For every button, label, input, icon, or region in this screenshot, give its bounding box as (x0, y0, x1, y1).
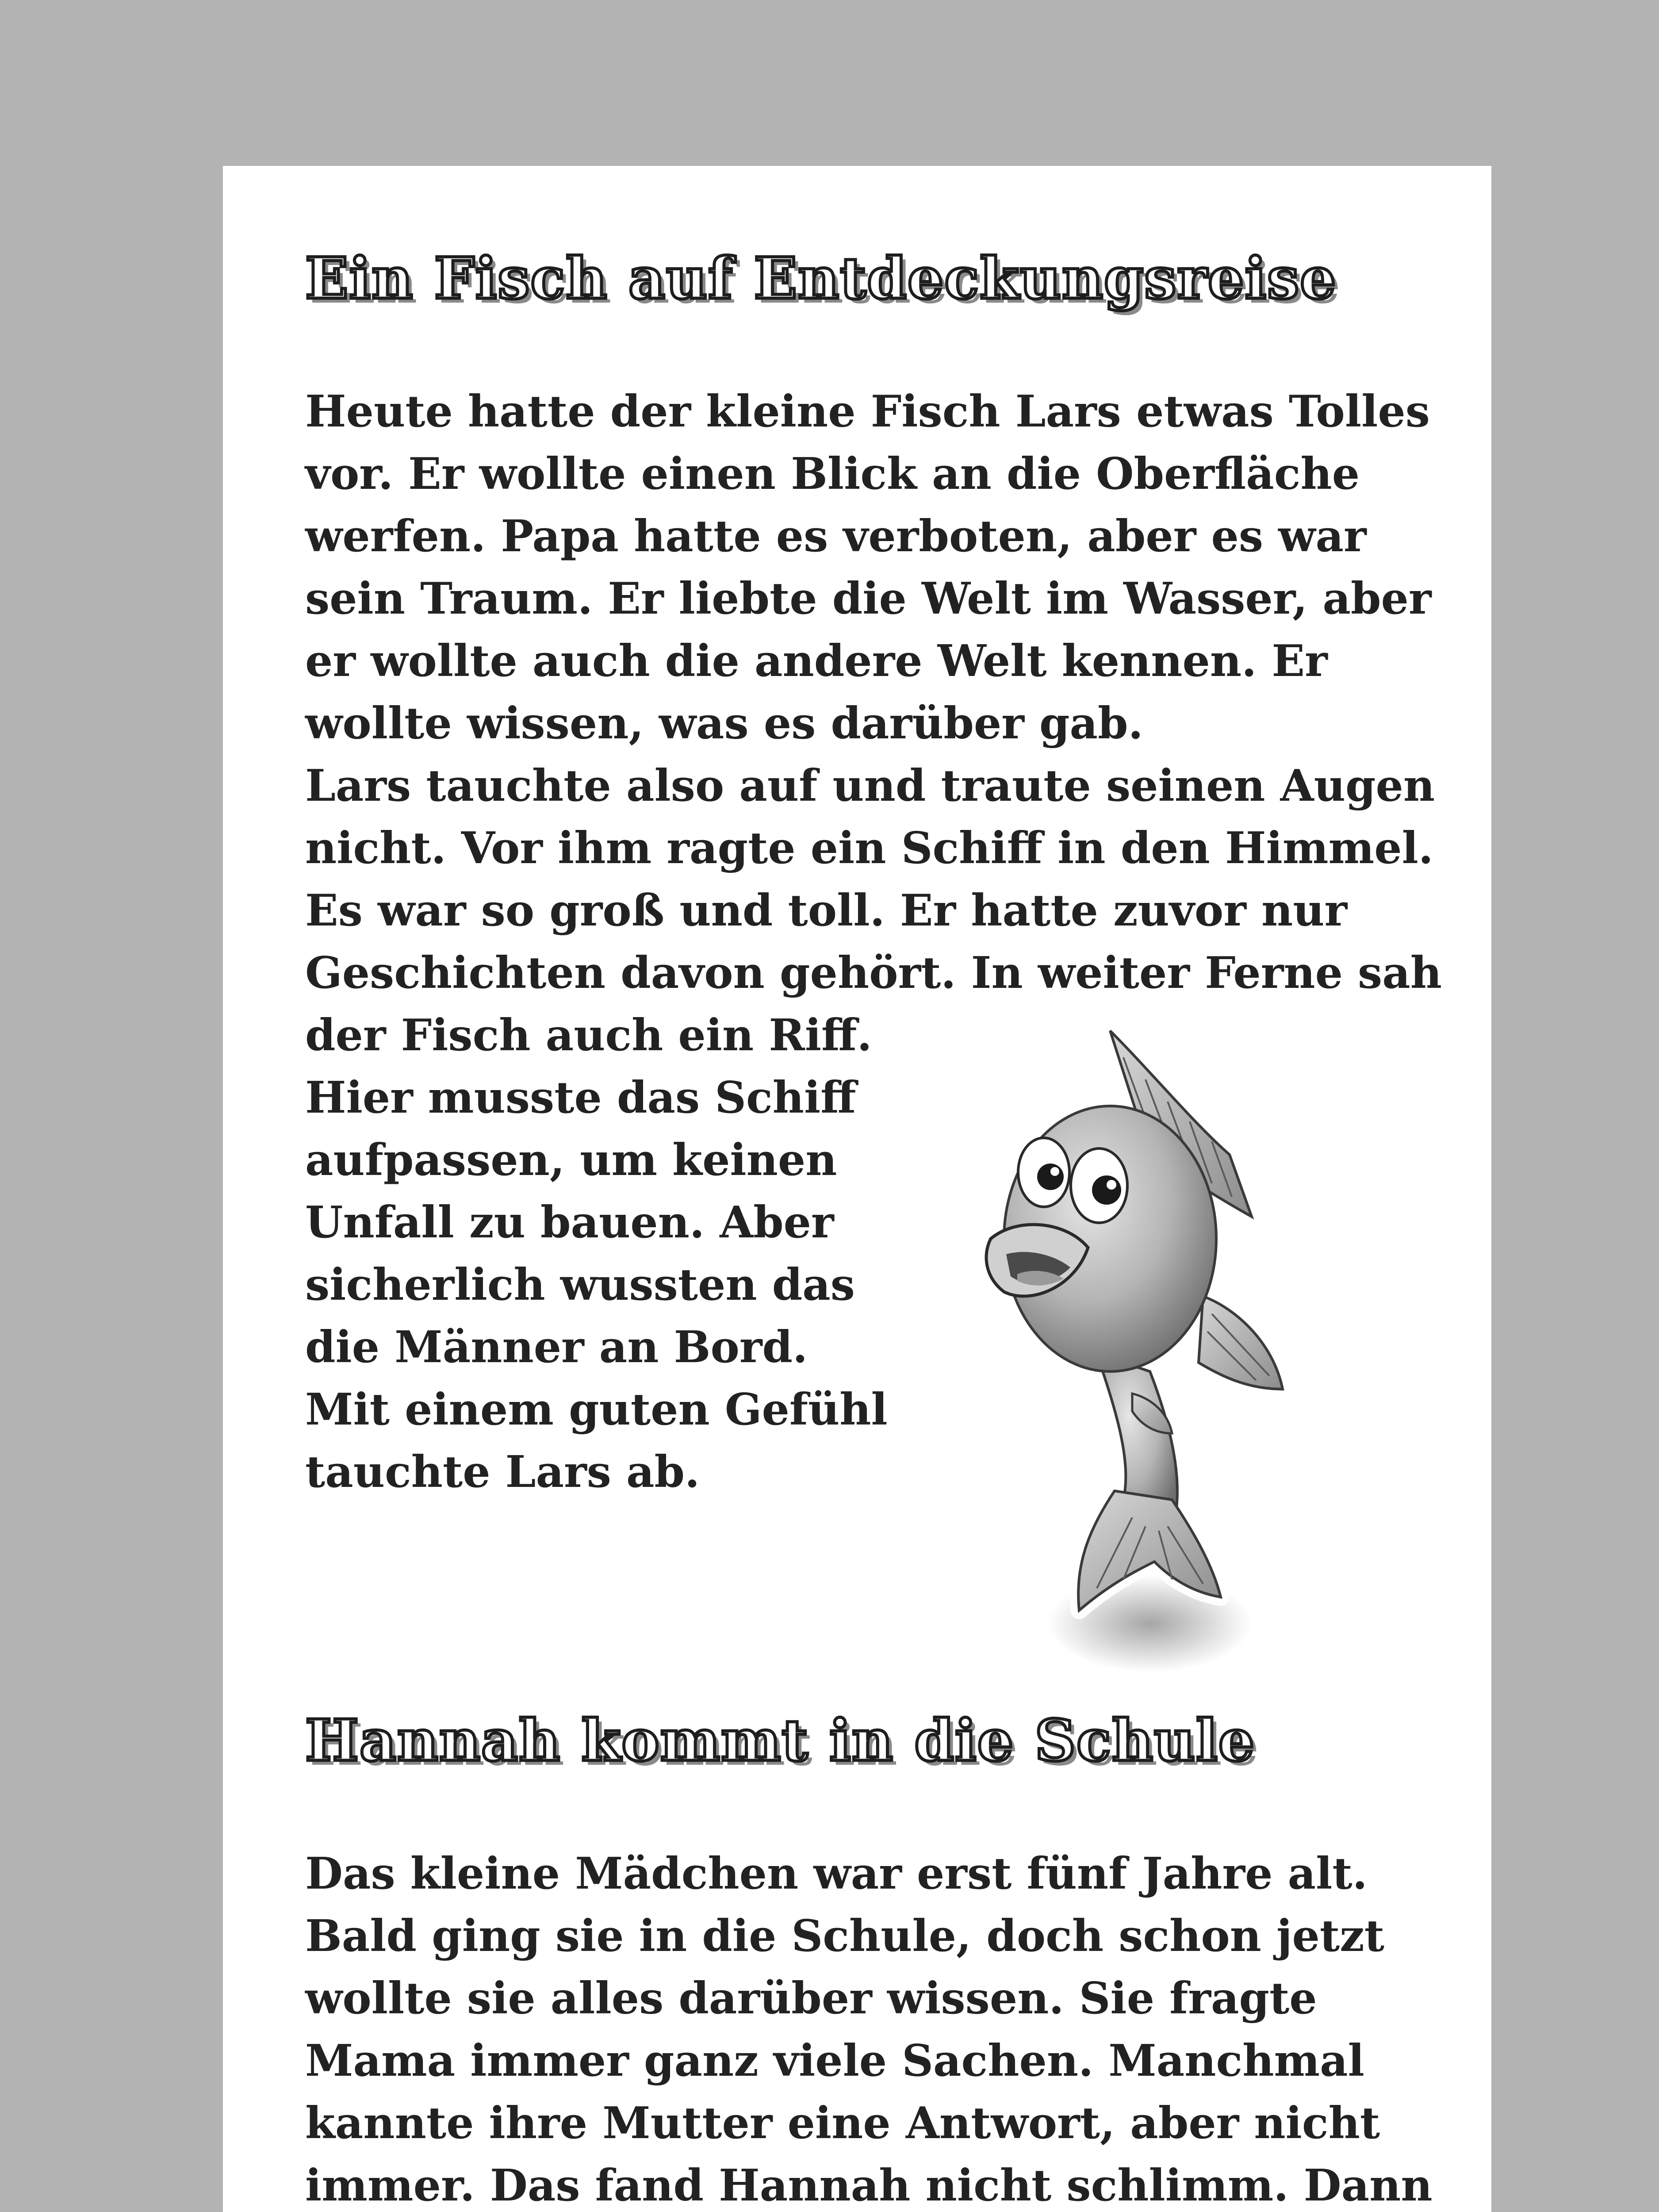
story-title-hannah: Hannah kommt in die Schule (305, 1708, 1256, 1774)
story-line: der Fisch auch ein Riff. (305, 1010, 872, 1061)
story-line: vor. Er wollte einen Blick an die Oberfläche (305, 449, 1360, 499)
story-line: Heute hatte der kleine Fisch Lars etwas Tolles (305, 386, 1430, 437)
story-line: Das kleine Mädchen war erst fünf Jahre alt. (305, 1848, 1368, 1899)
story-line: Hier musste das Schiff (305, 1072, 856, 1123)
story-line: sicherlich wussten das (305, 1260, 855, 1310)
story-hannah (305, 1708, 1437, 2212)
story-line: tauchte Lars ab. (305, 1447, 700, 1498)
story-title-fish: Ein Fisch auf Entdeckungsreise (305, 246, 1337, 312)
story-line: wollte wissen, was es darüber gab. (305, 698, 1143, 749)
story-line: kannte ihre Mutter eine Antwort, aber nicht (305, 2098, 1380, 2149)
story-line: nicht. Vor ihm ragte ein Schiff in den Himmel. (305, 823, 1433, 874)
story-line: Es war so groß und toll. Er hatte zuvor nur (305, 885, 1348, 936)
story-line: sein Traum. Er liebte die Welt im Wasser, aber (305, 573, 1432, 624)
story-line: Mit einem guten Gefühl (305, 1384, 888, 1435)
story-line: Geschichten davon gehört. In weiter Ferne sah (305, 948, 1442, 998)
cartoon-fish-illustration (964, 1009, 1300, 1681)
story-line: Bald ging sie in die Schule, doch schon jetzt (305, 1911, 1385, 1962)
story-line: Unfall zu bauen. Aber (305, 1197, 834, 1248)
story-line: er wollte auch die andere Welt kennen. Er (305, 636, 1328, 687)
story-line: Lars tauchte also auf und traute seinen Augen (305, 760, 1435, 811)
story-line: werfen. Papa hatte es verboten, aber es war (305, 511, 1367, 562)
story-text-hannah (305, 1843, 1437, 2212)
story-line: Mama immer ganz viele Sachen. Manchmal (305, 2035, 1364, 2086)
story-line: aufpassen, um keinen (305, 1135, 837, 1186)
story-line: immer. Das fand Hannah nicht schlimm. Dann (305, 2160, 1433, 2211)
story-line: die Männer an Bord. (305, 1322, 808, 1373)
story-line: wollte sie alles darüber wissen. Sie fragte (305, 1973, 1317, 2024)
